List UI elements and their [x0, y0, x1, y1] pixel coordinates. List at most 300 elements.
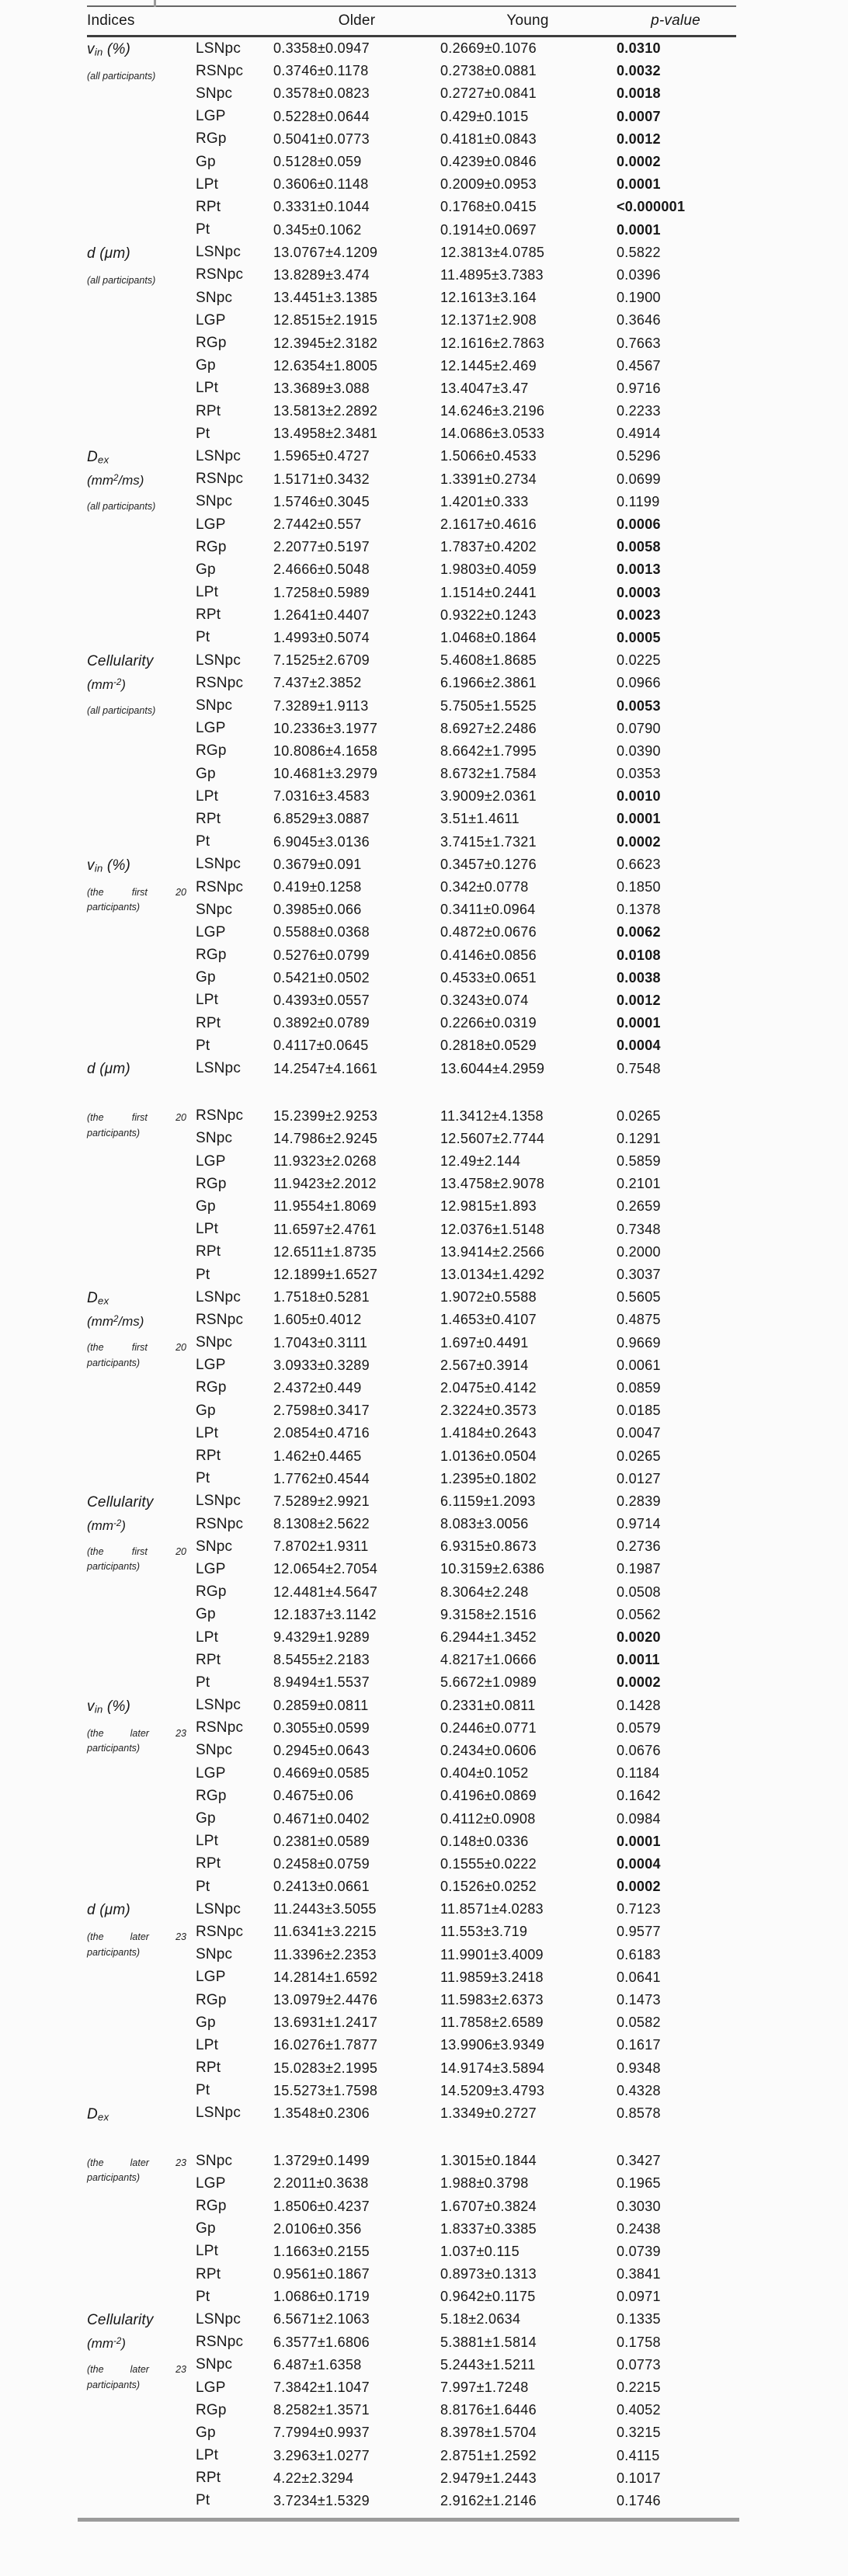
p-value: 0.1746 — [617, 2492, 661, 2508]
p-value: 0.2233 — [617, 403, 661, 419]
table-row — [196, 106, 736, 128]
young-value: 11.7858±2.6589 — [440, 2015, 544, 2031]
region-label: RGp — [196, 130, 227, 148]
young-value: 0.9322±0.1243 — [440, 607, 537, 623]
older-value: 1.8506±0.4237 — [273, 2198, 370, 2214]
region-label: Pt — [196, 2288, 210, 2305]
young-value: 14.6246±3.2196 — [440, 403, 545, 419]
p-value: 0.1291 — [617, 1130, 661, 1146]
region-label: SNpc — [196, 1334, 233, 1351]
region-label: RPt — [196, 1448, 221, 1465]
young-value: 6.1159±1.2093 — [440, 1493, 536, 1509]
p-value: 0.0185 — [617, 1403, 661, 1419]
region-label: RGp — [196, 2198, 227, 2215]
young-value: 7.997±1.7248 — [440, 2380, 529, 2396]
p-value: 0.0011 — [617, 1652, 660, 1668]
table-row — [196, 1422, 736, 1444]
p-value: 0.9716 — [617, 380, 661, 396]
region-label: LGP — [196, 1969, 226, 1986]
table-row — [196, 2241, 736, 2263]
index-sublabel: (the later 23 participants) — [87, 2364, 186, 2390]
young-value: 5.18±2.0634 — [440, 2311, 521, 2327]
young-value: 12.0376±1.5148 — [440, 1221, 545, 1237]
p-value: 0.6183 — [617, 1946, 661, 1962]
older-value: 1.4993±0.5074 — [273, 629, 370, 645]
older-value: 2.2077±0.5197 — [273, 539, 370, 555]
table-section — [87, 2308, 736, 2512]
p-value: 0.0582 — [617, 2015, 661, 2031]
young-value: 1.697±0.4491 — [440, 1334, 529, 1351]
region-label: LPt — [196, 992, 219, 1009]
table-row — [196, 1649, 736, 1671]
table-row — [196, 1604, 736, 1626]
region-label: LPt — [196, 2036, 219, 2053]
p-value: 0.0641 — [617, 1969, 661, 1985]
p-value: 0.1335 — [617, 2311, 661, 2327]
region-label: LPt — [196, 2447, 219, 2464]
young-value: 5.3881±1.5814 — [440, 2334, 537, 2350]
young-value: 0.3243±0.074 — [440, 992, 529, 1008]
p-value: 0.5822 — [617, 244, 661, 260]
older-value: 12.1899±1.6527 — [273, 1267, 378, 1283]
table-row — [196, 1921, 736, 1943]
older-value: 1.3729±0.1499 — [273, 2153, 370, 2169]
young-value: 12.1613±3.164 — [440, 290, 537, 306]
young-value: 13.0134±1.4292 — [440, 1267, 545, 1283]
p-value: 0.0012 — [617, 992, 661, 1008]
table-row — [196, 989, 736, 1012]
table-row — [196, 763, 736, 785]
region-label: RPt — [196, 2265, 221, 2282]
table-row — [196, 513, 736, 536]
young-value: 2.3224±0.3573 — [440, 1403, 537, 1419]
p-value: 0.0971 — [617, 2289, 661, 2305]
young-value: 14.0686±3.0533 — [440, 426, 545, 442]
p-value: 0.4052 — [617, 2402, 661, 2418]
header-indices: Indices — [87, 12, 135, 29]
region-label: LGP — [196, 1764, 226, 1782]
index-label-cell — [87, 1057, 196, 1286]
region-label: RPt — [196, 198, 221, 215]
older-value: 0.3606±0.1148 — [273, 176, 369, 193]
region-label: RSNpc — [196, 1515, 244, 1532]
table-row — [196, 1717, 736, 1740]
table-row — [196, 2308, 736, 2331]
region-label: LPt — [196, 1833, 219, 1850]
region-label: RGp — [196, 742, 227, 760]
table-row — [196, 2080, 736, 2102]
p-value: 0.0047 — [617, 1425, 661, 1441]
index-unit-label: $(mm^{-2})$ — [87, 1517, 126, 1533]
young-value: 0.4239±0.0846 — [440, 154, 537, 170]
index-label-cell — [87, 2102, 196, 2309]
section-rows — [196, 445, 736, 649]
section-rows — [196, 37, 736, 242]
region-label: SNpc — [196, 1742, 233, 1759]
young-value: 0.2009±0.0953 — [440, 176, 537, 193]
older-value: 13.0979±2.4476 — [273, 1992, 378, 2008]
region-label: Pt — [196, 1037, 210, 1054]
older-value: 13.5813±2.2892 — [273, 403, 378, 419]
p-value: 0.0310 — [617, 40, 661, 57]
index-label: d (μm) — [87, 1061, 130, 1078]
region-label: LSNpc — [196, 2105, 242, 2122]
index-label: $D_{ex}$ — [87, 2105, 109, 2123]
table-row — [196, 309, 736, 332]
region-label: Gp — [196, 1810, 216, 1827]
p-value: 0.0001 — [617, 1833, 661, 1849]
p-value: 0.4567 — [617, 357, 661, 374]
young-value: 8.3064±2.248 — [440, 1583, 529, 1600]
region-label: LPt — [196, 2243, 219, 2260]
older-value: 2.4372±0.449 — [273, 1379, 362, 1396]
older-value: 8.5455±2.2183 — [273, 1652, 370, 1668]
young-value: 14.9174±3.5894 — [440, 2060, 545, 2076]
p-value: 0.0966 — [617, 675, 661, 691]
young-value: 0.2727±0.0841 — [440, 85, 537, 102]
p-value: 0.0023 — [617, 607, 661, 623]
p-value: 0.0004 — [617, 1038, 661, 1054]
p-value: 0.0032 — [617, 63, 661, 79]
table-row — [196, 1876, 736, 1898]
young-value: 2.0475±0.4142 — [440, 1379, 537, 1396]
p-value: 0.0390 — [617, 742, 661, 759]
young-value: 11.8571±4.0283 — [440, 1901, 544, 1917]
index-unit-label: $(mm^2/ms)$ — [87, 473, 144, 488]
older-value: 0.4669±0.0585 — [273, 1765, 370, 1782]
table-row — [196, 355, 736, 377]
p-value: 0.0001 — [617, 221, 661, 238]
young-value: 6.1966±2.3861 — [440, 675, 537, 691]
table-row — [196, 1558, 736, 1580]
index-sublabel: (the first 20 participants) — [87, 1112, 186, 1139]
p-value: 0.0005 — [617, 629, 661, 645]
older-value: 10.2336±3.1977 — [273, 720, 378, 736]
region-label: SNpc — [196, 2152, 233, 2169]
young-value: 5.4608±1.8685 — [440, 652, 537, 669]
region-label: LSNpc — [196, 1493, 242, 1510]
table-row — [196, 1898, 736, 1921]
older-value: 0.2381±0.0589 — [273, 1833, 370, 1849]
region-label: Gp — [196, 1198, 216, 1215]
table-row — [196, 242, 736, 264]
older-value: 0.5588±0.0368 — [273, 924, 370, 940]
p-value: 0.2736 — [617, 1538, 661, 1555]
region-label: LPt — [196, 176, 219, 193]
young-value: 6.2944±1.3452 — [440, 1629, 537, 1646]
index-label: d (μm) — [87, 245, 130, 262]
older-value: 0.3578±0.0823 — [273, 85, 370, 102]
young-value: 0.4533±0.0651 — [440, 969, 537, 986]
results-table — [87, 5, 736, 2522]
older-value: 11.3396±2.2353 — [273, 1946, 377, 1962]
young-value: 5.7505±1.5525 — [440, 697, 537, 714]
table-section — [87, 1286, 736, 1490]
young-value: 11.4895±3.7383 — [440, 266, 544, 283]
region-label: SNpc — [196, 493, 233, 510]
table-row — [196, 2218, 736, 2241]
table-row — [196, 1830, 736, 1853]
young-value: 12.49±2.144 — [440, 1153, 521, 1170]
older-value: 2.7598±0.3417 — [273, 1403, 370, 1419]
p-value: 0.1428 — [617, 1697, 661, 1713]
p-value: 0.2438 — [617, 2220, 661, 2237]
older-value: 1.7043±0.3111 — [273, 1334, 368, 1351]
table-row — [196, 1173, 736, 1195]
older-value: 0.4675±0.06 — [273, 1788, 354, 1804]
older-value: 0.3331±0.1044 — [273, 199, 370, 215]
index-sublabel: (the first 20 participants) — [87, 1342, 186, 1368]
region-label: RGp — [196, 2401, 227, 2418]
older-value: 13.3689±3.088 — [273, 380, 370, 396]
p-value: 0.0012 — [617, 130, 661, 147]
header-older: Older — [338, 12, 376, 29]
young-value: 12.9815±1.893 — [440, 1198, 537, 1215]
table-row — [196, 2399, 736, 2421]
section-rows — [196, 1490, 736, 1695]
table-row — [196, 1740, 736, 1762]
table-row — [196, 649, 736, 672]
young-value: 8.6732±1.7584 — [440, 766, 537, 782]
p-value: 0.0225 — [617, 652, 661, 669]
table-row — [196, 558, 736, 581]
older-value: 1.5746±0.3045 — [273, 493, 370, 509]
region-label: LGP — [196, 720, 226, 737]
table-row — [196, 60, 736, 82]
young-value: 12.1445±2.469 — [440, 357, 537, 374]
index-sublabel: (all participants) — [87, 501, 156, 513]
region-label: LGP — [196, 516, 226, 533]
table-row — [196, 219, 736, 242]
p-value: 0.0020 — [617, 1629, 661, 1646]
young-value: 1.8337±0.3385 — [440, 2220, 537, 2237]
section-rows — [196, 853, 736, 1058]
young-value: 1.3349±0.2727 — [440, 2105, 537, 2121]
older-value: 15.0283±2.1995 — [273, 2060, 378, 2076]
region-label: RSNpc — [196, 1311, 244, 1328]
older-value: 2.2011±0.3638 — [273, 2175, 369, 2192]
index-sublabel: (all participants) — [87, 274, 156, 286]
table-row — [196, 2102, 736, 2125]
table-row — [196, 604, 736, 627]
region-label: LSNpc — [196, 1900, 242, 1917]
older-value: 15.5273±1.7598 — [273, 2082, 378, 2098]
region-label: RPt — [196, 1243, 221, 1260]
young-value: 1.0468±0.1864 — [440, 629, 537, 645]
table-row — [196, 2490, 736, 2512]
older-value: 8.1308±2.5622 — [273, 1516, 370, 1532]
p-value: 0.2215 — [617, 2380, 661, 2396]
table-row — [196, 536, 736, 558]
table-row — [196, 151, 736, 173]
young-value: 3.7415±1.7321 — [440, 833, 537, 850]
older-value: 2.4666±0.5048 — [273, 561, 370, 578]
table-row — [196, 582, 736, 604]
index-label: d (μm) — [87, 1902, 130, 1919]
p-value: 0.2000 — [617, 1243, 661, 1260]
table-row — [196, 196, 736, 218]
index-sublabel: (the first 20 participants) — [87, 1545, 186, 1573]
older-value: 0.3358±0.0947 — [273, 40, 370, 57]
table-row — [196, 287, 736, 309]
table-row — [196, 377, 736, 400]
older-value: 11.9423±2.2012 — [273, 1176, 377, 1192]
table-row — [196, 1468, 736, 1490]
p-value: 0.1758 — [617, 2334, 661, 2350]
section-rows — [196, 1057, 736, 1286]
region-label: RSNpc — [196, 878, 244, 895]
region-label: Pt — [196, 1470, 210, 1487]
region-label: SNpc — [196, 85, 233, 102]
region-label: RSNpc — [196, 266, 244, 283]
young-value: 3.51±1.4611 — [440, 811, 520, 827]
region-label: SNpc — [196, 1130, 233, 1147]
table-row — [196, 2195, 736, 2217]
index-label-cell — [87, 242, 196, 446]
young-value: 1.1514±0.2441 — [440, 584, 537, 600]
index-sublabel: (the first 20 participants) — [87, 886, 186, 913]
region-label: RPt — [196, 2470, 221, 2487]
p-value: 0.0001 — [617, 176, 661, 193]
table-row — [196, 1807, 736, 1830]
index-sublabel: (the later 23 participants) — [87, 2157, 186, 2184]
older-value: 0.3892±0.0789 — [273, 1015, 370, 1031]
p-value: 0.0053 — [617, 697, 661, 714]
table-row — [196, 921, 736, 944]
young-value: 2.567±0.3914 — [440, 1357, 529, 1373]
region-label: RPt — [196, 1014, 221, 1031]
p-value: 0.7123 — [617, 1901, 661, 1917]
young-value: 11.9859±3.2418 — [440, 1969, 544, 1985]
p-value: 0.4328 — [617, 2082, 661, 2098]
region-label: LSNpc — [196, 652, 242, 669]
p-value: 0.6623 — [617, 856, 661, 872]
p-value: 0.3841 — [617, 2266, 661, 2282]
region-label: RSNpc — [196, 471, 244, 488]
region-label: Gp — [196, 1402, 216, 1419]
table-row — [196, 1490, 736, 1513]
p-value: 0.0790 — [617, 720, 661, 736]
older-value: 2.0106±0.356 — [273, 2220, 362, 2237]
table-section — [87, 1490, 736, 1695]
table-row — [196, 831, 736, 853]
young-value: 9.3158±2.1516 — [440, 1606, 537, 1622]
table-section — [87, 853, 736, 1058]
young-value: 5.6672±1.0989 — [440, 1674, 537, 1691]
older-value: 6.3577±1.6806 — [273, 2334, 370, 2350]
index-label: Cellularity — [87, 2312, 154, 2329]
region-label: SNpc — [196, 1946, 233, 1963]
p-value: 0.0108 — [617, 947, 661, 963]
p-value: 0.5859 — [617, 1153, 661, 1170]
region-label: LGP — [196, 1560, 226, 1577]
young-value: 1.7837±0.4202 — [440, 539, 537, 555]
region-label: Gp — [196, 969, 216, 986]
p-value: 0.9714 — [617, 1516, 661, 1532]
p-value: 0.0002 — [617, 1674, 661, 1691]
older-value: 1.7518±0.5281 — [273, 1289, 370, 1305]
table-row — [196, 1264, 736, 1286]
young-value: 0.148±0.0336 — [440, 1833, 529, 1849]
section-rows — [196, 1898, 736, 2102]
p-value: 0.0579 — [617, 1719, 661, 1736]
young-value: 0.1914±0.0697 — [440, 221, 537, 238]
older-value: 7.3842±1.1047 — [273, 2380, 370, 2396]
scan-artifact-mark — [154, 0, 156, 7]
region-label: RGp — [196, 538, 227, 555]
table-row — [196, 1332, 736, 1354]
older-value: 0.9561±0.1867 — [273, 2266, 370, 2282]
region-label: Gp — [196, 765, 216, 782]
p-value: 0.9577 — [617, 1924, 661, 1940]
table-row — [196, 1218, 736, 1241]
p-value: 0.0699 — [617, 471, 661, 487]
young-value: 0.2669±0.1076 — [440, 40, 537, 57]
region-label: Pt — [196, 833, 210, 850]
older-value: 1.462±0.4465 — [273, 1448, 362, 1464]
table-row — [196, 740, 736, 763]
table-row — [196, 2331, 736, 2354]
p-value: 0.0859 — [617, 1379, 661, 1396]
young-value: 1.037±0.115 — [440, 2243, 520, 2259]
young-value: 0.404±0.1052 — [440, 1765, 529, 1782]
p-value: 0.1642 — [617, 1788, 661, 1804]
p-value: 0.0013 — [617, 561, 661, 578]
table-row — [196, 808, 736, 830]
older-value: 8.2582±1.3571 — [273, 2402, 370, 2418]
region-label: RGp — [196, 947, 227, 964]
index-label: $D_{ex}$ — [87, 1290, 109, 1307]
older-value: 12.6354±1.8005 — [273, 357, 378, 374]
p-value: 0.0058 — [617, 539, 661, 555]
table-row — [196, 82, 736, 105]
older-value: 0.3055±0.0599 — [273, 1719, 370, 1736]
table-row — [196, 1150, 736, 1173]
older-value: 16.0276±1.7877 — [273, 2037, 378, 2053]
older-value: 1.2641±0.4407 — [273, 607, 370, 623]
young-value: 8.8176±1.6446 — [440, 2402, 537, 2418]
table-row — [196, 2445, 736, 2467]
table-row — [196, 2263, 736, 2286]
p-value: 0.3215 — [617, 2425, 661, 2441]
young-value: 0.8973±0.1313 — [440, 2266, 537, 2282]
region-label: LGP — [196, 108, 226, 125]
older-value: 13.0767±4.1209 — [273, 244, 378, 260]
region-label: RPt — [196, 607, 221, 624]
region-label: Gp — [196, 1606, 216, 1623]
young-value: 8.083±3.0056 — [440, 1516, 529, 1532]
region-label: Gp — [196, 561, 216, 578]
older-value: 12.3945±2.3182 — [273, 335, 378, 351]
region-label: LSNpc — [196, 447, 242, 464]
p-value: 0.1378 — [617, 902, 661, 918]
table-row — [196, 1128, 736, 1150]
table-section — [87, 2102, 736, 2309]
young-value: 8.6642±1.7995 — [440, 742, 537, 759]
young-value: 13.6044±4.2959 — [440, 1060, 545, 1076]
older-value: 11.6597±2.4761 — [273, 1221, 377, 1237]
young-value: 1.6707±0.3824 — [440, 2198, 537, 2214]
young-value: 0.2434±0.0606 — [440, 1742, 537, 1758]
table-row — [196, 2034, 736, 2056]
p-value: 0.0061 — [617, 1357, 661, 1373]
p-value: 0.9669 — [617, 1334, 661, 1351]
older-value: 13.4958±2.3481 — [273, 426, 378, 442]
table-row — [196, 1966, 736, 1989]
older-value: 14.2814±1.6592 — [273, 1969, 378, 1985]
index-label-cell — [87, 445, 196, 649]
older-value: 7.0316±3.4583 — [273, 788, 370, 805]
